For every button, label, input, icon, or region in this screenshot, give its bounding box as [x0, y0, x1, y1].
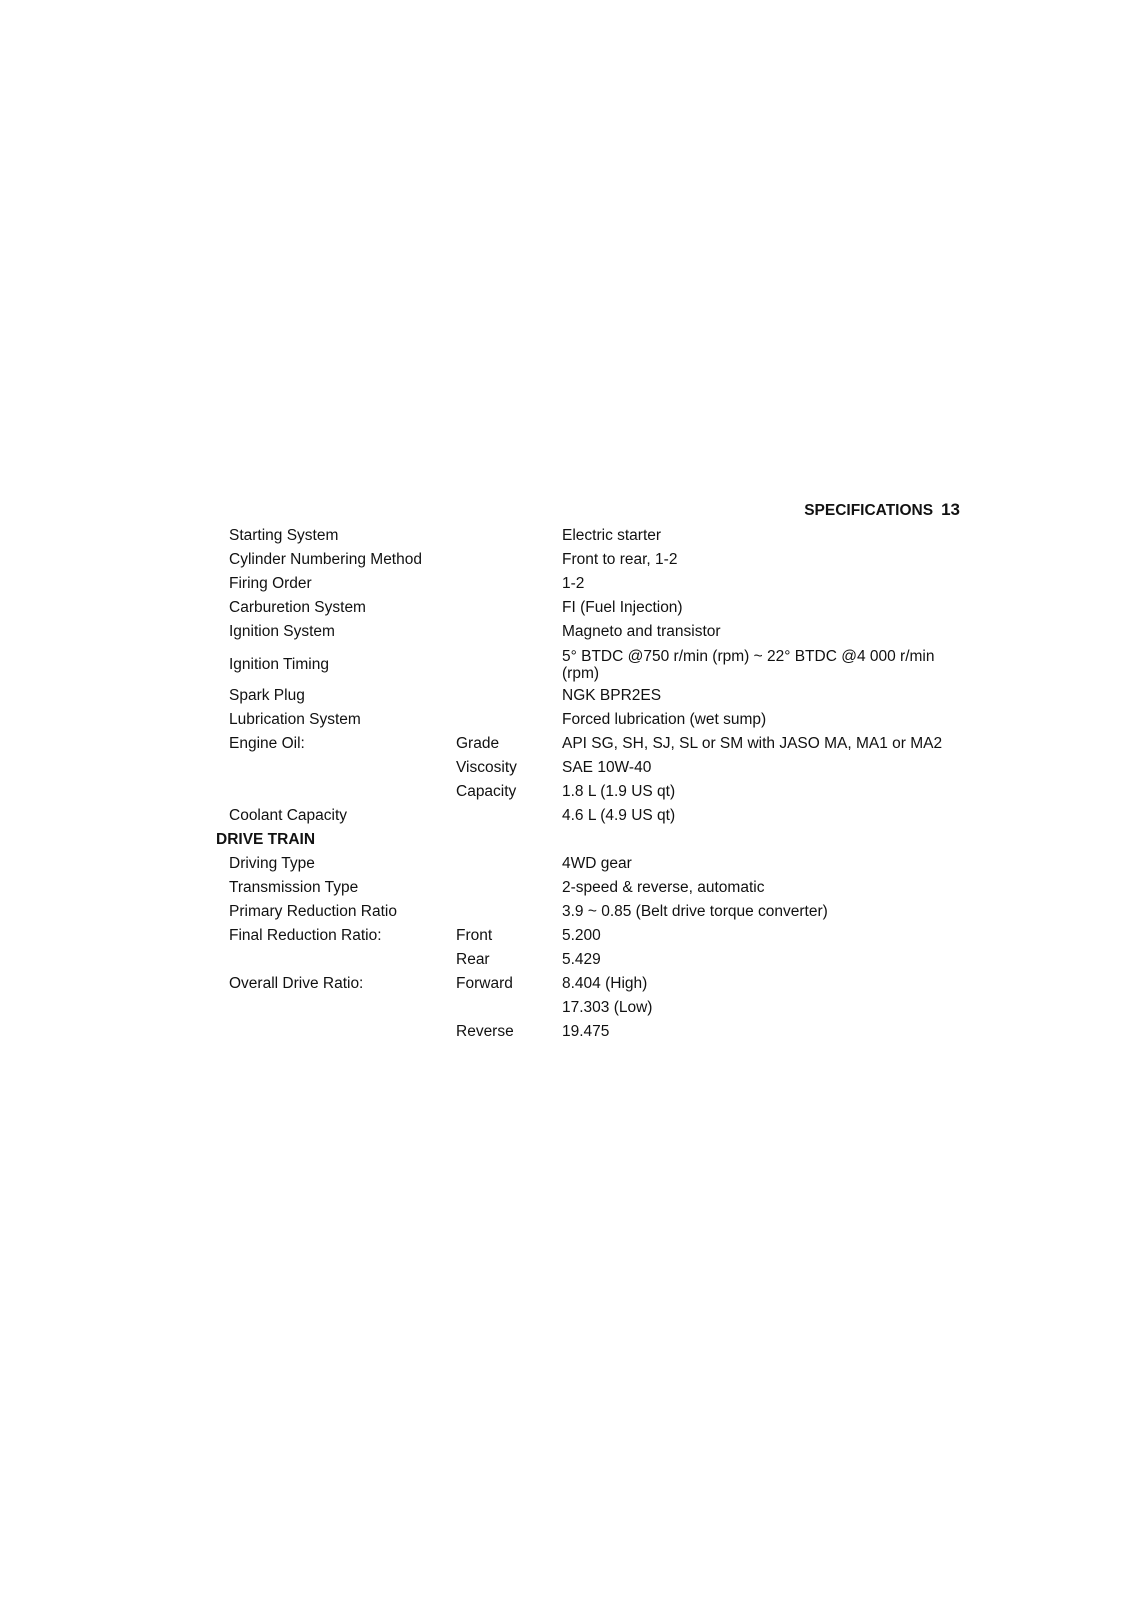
spec-row-overall-drive-reverse: [216, 1020, 956, 1044]
spec-sublabel: Reverse: [456, 1023, 514, 1040]
spec-label: Carburetion System: [229, 599, 366, 616]
spec-label: Transmission Type: [229, 879, 359, 896]
spec-row-overall-drive-forward-low: [216, 996, 956, 1020]
spec-value: Magneto and transistor: [562, 623, 721, 640]
spec-label: Firing Order: [229, 575, 312, 592]
page-number: 13: [941, 500, 960, 519]
spec-value: NGK BPR2ES: [562, 687, 662, 704]
spec-row-overall-drive-forward-high: [216, 972, 956, 996]
spec-value: 4WD gear: [562, 855, 632, 872]
spec-table: [216, 524, 956, 1044]
spec-label: Starting System: [229, 527, 339, 544]
spec-row-primary-reduction: [216, 900, 956, 924]
spec-label: Primary Reduction Ratio: [229, 903, 397, 920]
spec-row-engine-oil-grade: [216, 732, 956, 756]
spec-label: Spark Plug: [229, 687, 305, 704]
spec-row-engine-oil-viscosity: [216, 756, 956, 780]
spec-value: Forced lubrication (wet sump): [562, 711, 767, 728]
spec-sublabel: Front: [456, 927, 493, 944]
spec-row-coolant: [216, 804, 956, 828]
spec-value: 5.429: [562, 951, 601, 968]
spec-value: API SG, SH, SJ, SL or SM with JASO MA, MA1 or MA2: [562, 735, 943, 752]
spec-label: Final Reduction Ratio:: [229, 927, 382, 944]
spec-sublabel: Capacity: [456, 783, 517, 800]
spec-value: 4.6 L (4.9 US qt): [562, 807, 676, 824]
spec-row-engine-oil-capacity: [216, 780, 956, 804]
spec-row-starting-system: [216, 524, 956, 548]
spec-value: 5° BTDC @750 r/min (rpm) ~ 22° BTDC @4 000 r/min (rpm): [562, 648, 935, 682]
spec-row-final-reduction-rear: [216, 948, 956, 972]
page-header: [780, 500, 960, 520]
spec-value: 19.475: [562, 1023, 610, 1040]
spec-row-transmission: [216, 876, 956, 900]
spec-value: 5.200: [562, 927, 601, 944]
spec-row-spark-plug: [216, 684, 956, 708]
spec-label: Cylinder Numbering Method: [229, 551, 422, 568]
spec-row-ignition-timing: [216, 644, 956, 684]
spec-row-lubrication: [216, 708, 956, 732]
spec-sublabel: Viscosity: [456, 759, 517, 776]
spec-label: Driving Type: [229, 855, 315, 872]
spec-sublabel: Grade: [456, 735, 500, 752]
spec-row-final-reduction-front: [216, 924, 956, 948]
spec-value: SAE 10W-40: [562, 759, 652, 776]
spec-row-driving-type: [216, 852, 956, 876]
spec-sublabel: Forward: [456, 975, 513, 992]
spec-value: FI (Fuel Injection): [562, 599, 683, 616]
spec-label: Ignition Timing: [229, 656, 329, 673]
spec-sublabel: Rear: [456, 951, 490, 968]
spec-label: Overall Drive Ratio:: [229, 975, 364, 992]
section-heading-drive-train: [216, 828, 956, 852]
spec-label: Engine Oil:: [229, 735, 305, 752]
spec-value: Front to rear, 1-2: [562, 551, 678, 568]
spec-value: 8.404 (High): [562, 975, 648, 992]
spec-value: 1-2: [562, 575, 585, 592]
spec-value: 17.303 (Low): [562, 999, 653, 1016]
spec-label: Coolant Capacity: [229, 807, 348, 824]
section-heading: DRIVE TRAIN: [216, 831, 316, 848]
spec-value: 3.9 ~ 0.85 (Belt drive torque converter): [562, 903, 828, 920]
spec-row-carburetion: [216, 596, 956, 620]
spec-row-cylinder-numbering: [216, 548, 956, 572]
spec-value: Electric starter: [562, 527, 662, 544]
spec-label: Ignition System: [229, 623, 335, 640]
section-title: SPECIFICATIONS: [804, 502, 934, 519]
spec-value: 2-speed & reverse, automatic: [562, 879, 765, 896]
spec-row-firing-order: [216, 572, 956, 596]
spec-value: 1.8 L (1.9 US qt): [562, 783, 676, 800]
spec-label: Lubrication System: [229, 711, 361, 728]
spec-row-ignition-system: [216, 620, 956, 644]
